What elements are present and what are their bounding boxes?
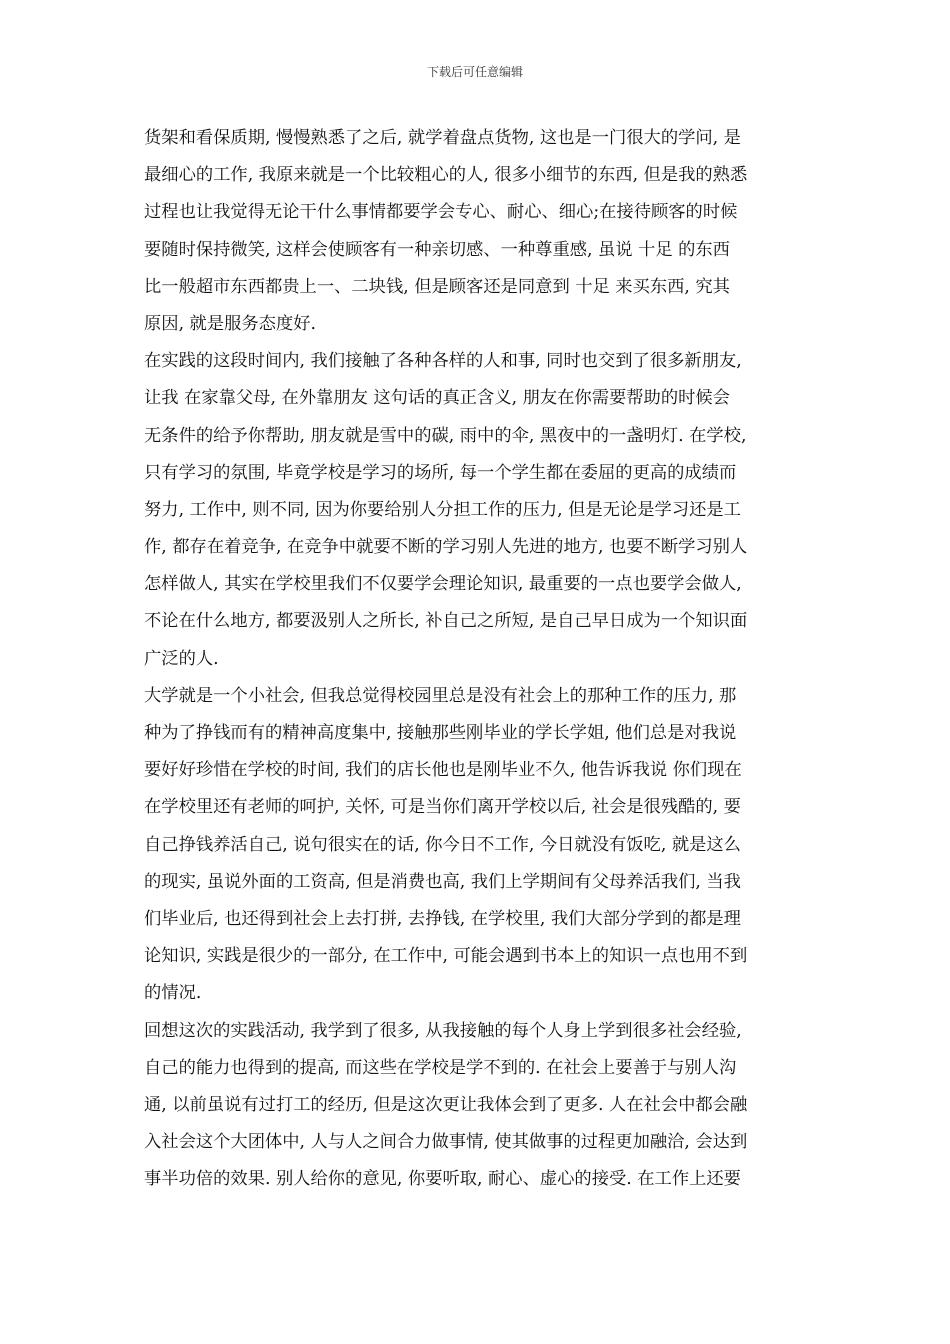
text-line: 原因, 就是服务态度好.	[144, 313, 317, 334]
text-line: 作, 都存在着竞争, 在竞争中就要不断的学习别人先进的地方, 也要不断学习别人	[144, 537, 748, 558]
text-line: 广泛的人.	[144, 648, 219, 669]
text-line: 要好好珍惜在学校的时间, 我们的店长他也是刚毕业不久, 他告诉我说 你们现在	[144, 760, 742, 781]
text-line: 无条件的给予你帮助, 朋友就是雪中的碳, 雨中的伞, 黑夜中的一盏明灯. 在学校,	[144, 425, 747, 446]
text-line: 自己挣钱养活自己, 说句很实在的话, 你今日不工作, 今日就没有饭吃, 就是这么	[144, 834, 741, 855]
text-line: 让我 在家靠父母, 在外靠朋友 这句话的真正含义, 朋友在你需要帮助的时候会	[144, 388, 730, 409]
text-line: 的现实, 虽说外面的工资高, 但是消费也高, 我们上学期间有父母养活我们, 当我	[144, 871, 741, 892]
text-line: 大学就是一个小社会, 但我总觉得校园里总是没有社会上的那种工作的压力, 那	[144, 685, 737, 706]
text-line: 最细心的工作, 我原来就是一个比较粗心的人, 很多小细节的东西, 但是我的熟悉	[144, 165, 748, 186]
text-line: 比一般超市东西都贵上一、二块钱, 但是顾客还是同意到 十足 来买东西, 究其	[144, 276, 730, 297]
page-header: 下载后可任意编辑	[426, 65, 523, 79]
text-line: 货架和看保质期, 慢慢熟悉了之后, 就学着盘点货物, 这也是一门很大的学问, 是	[144, 128, 741, 148]
text-line: 不论在什么地方, 都要汲别人之所长, 补自己之所短, 是自己早日成为一个知识面	[144, 611, 748, 632]
text-line: 自己的能力也得到的提高, 而这些在学校是学不到的. 在社会上要善于与别人沟	[144, 1057, 737, 1078]
text-line: 只有学习的氛围, 毕竟学校是学习的场所, 每一个学生都在委屈的更高的成绩而	[144, 462, 737, 483]
text-line: 要随时保持微笑, 这样会使顾客有一种亲切感、一种尊重感, 虽说 十足 的东西	[144, 239, 730, 260]
text-line: 过程也让我觉得无论干什么事情都要学会专心、耐心、细心;在接待顾客的时候	[144, 202, 738, 223]
text-line: 在实践的这段时间内, 我们接触了各种各样的人和事, 同时也交到了很多新朋友,	[144, 351, 742, 372]
text-line: 论知识, 实践是很少的一部分, 在工作中, 可能会遇到书本上的知识一点也用不到	[144, 946, 748, 967]
text-line: 通, 以前虽说有过打工的经历, 但是这次更让我体会到了更多. 人在社会中都会融	[144, 1094, 748, 1115]
text-line: 入社会这个大团体中, 人与人之间合力做事情, 使其做事的过程更加融洽, 会达到	[144, 1132, 748, 1153]
text-line: 努力, 工作中, 则不同, 因为你要给别人分担工作的压力, 但是无论是学习还是工	[144, 499, 741, 520]
text-line: 在学校里还有老师的呵护, 关怀, 可是当你们离开学校以后, 社会是很残酷的, 要	[144, 797, 741, 818]
text-line: 种为了挣钱而有的精神高度集中, 接触那些刚毕业的学长学姐, 他们总是对我说	[144, 723, 737, 743]
text-line: 们毕业后, 也还得到社会上去打拼, 去挣钱, 在学校里, 我们大部分学到的都是理	[144, 908, 741, 929]
text-line: 怎样做人, 其实在学校里我们不仅要学会理论知识, 最重要的一点也要学会做人,	[144, 574, 742, 595]
text-line: 事半功倍的效果. 别人给你的意见, 你要听取, 耐心、虚心的接受. 在工作上还要	[144, 1169, 741, 1190]
document-body	[144, 120, 808, 1198]
text-line: 回想这次的实践活动, 我学到了很多, 从我接触的每个人身上学到很多社会经验,	[144, 1020, 742, 1041]
text-line: 的情况.	[144, 983, 202, 1004]
